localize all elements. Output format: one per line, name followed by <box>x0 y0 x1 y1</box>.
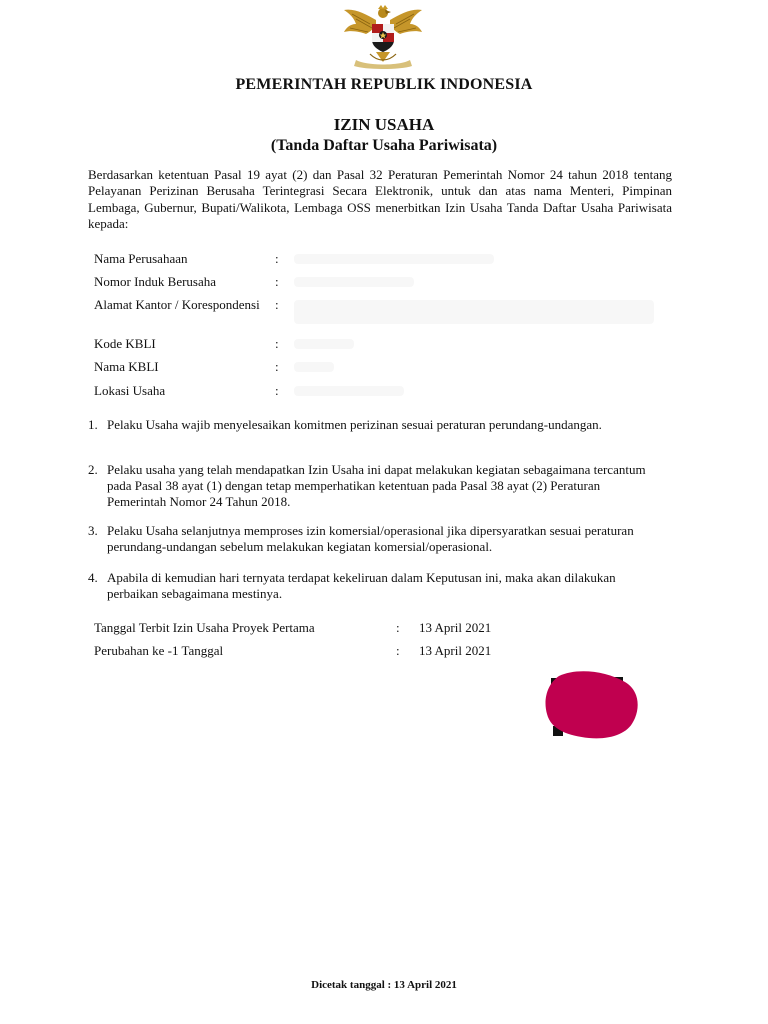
field-colon: : <box>275 297 279 312</box>
field-value-redacted <box>294 339 354 349</box>
list-item-text: Pelaku Usaha selanjutnya memproses izin komersial/operasional jika dipersyaratkan sesuai peraturan perundang-undangan sebelum melakukan kegiatan komersial/operasional. <box>107 523 634 554</box>
field-value-redacted <box>294 277 414 287</box>
list-item-number: 3. <box>88 523 98 538</box>
date-colon: : <box>396 643 400 658</box>
date-colon: : <box>396 620 400 635</box>
list-item-number: 1. <box>88 417 98 432</box>
government-title: PEMERINTAH REPUBLIK INDONESIA <box>235 76 533 93</box>
document-subtitle: (Tanda Daftar Usaha Pariwisata) <box>270 137 498 154</box>
field-label: Lokasi Usaha <box>94 383 166 398</box>
field-colon: : <box>275 336 279 351</box>
first-issue-label: Tanggal Terbit Izin Usaha Proyek Pertama <box>94 620 315 635</box>
field-label: Alamat Kantor / Korespondensi <box>94 297 260 312</box>
field-value-redacted <box>294 386 404 396</box>
print-date-footer: Dicetak tanggal : 13 April 2021 <box>311 979 457 991</box>
first-issue-value: 13 April 2021 <box>419 620 492 635</box>
field-label: Nomor Induk Berusaha <box>94 274 217 289</box>
list-item-text: Apabila di kemudian hari ternyata terdapat kekeliruan dalam Keputusan ini, maka akan dilakukan perbaikan sebagaimana mestinya. <box>107 570 616 601</box>
revision-value: 13 April 2021 <box>419 643 492 658</box>
field-colon: : <box>275 274 279 289</box>
list-item-number: 4. <box>88 570 98 585</box>
intro-paragraph: Berdasarkan ketentuan Pasal 19 ayat (2) dan Pasal 32 Peraturan Pemerintah Nomor 24 tahun 2018 tentang Pelayanan Perizinan Berusaha Terintegrasi Secara Elektronik, untuk dan atas nama Menteri, Pimpinan Lembaga, Gubernur, Bupati/Walikota, Lembaga OSS menerbitkan Izin Usaha Tanda Daftar Usaha Pariwisata kepada: <box>88 167 672 232</box>
list-item-text: Pelaku usaha yang telah mendapatkan Izin Usaha ini dapat melakukan kegiatan sebagaimana tercantum pada Pasal 38 ayat (1) dengan tetap memperhatikan ketentuan pada Pasal 38 ayat (2) Peraturan Pemerintah Nomor 24 Tahun 2018. <box>107 462 646 509</box>
field-colon: : <box>275 359 279 374</box>
field-label: Nama Perusahaan <box>94 251 188 266</box>
revision-date-row <box>94 643 614 661</box>
field-value-redacted <box>294 254 494 264</box>
field-value-redacted <box>294 300 654 324</box>
field-colon: : <box>275 383 279 398</box>
document-title: IZIN USAHA <box>333 115 435 134</box>
field-colon: : <box>275 251 279 266</box>
garuda-emblem-icon <box>340 4 426 70</box>
field-label: Kode KBLI <box>94 336 156 351</box>
redaction-scribble <box>546 671 638 738</box>
qr-code-redacted <box>545 668 641 742</box>
list-item-number: 2. <box>88 462 98 477</box>
revision-label: Perubahan ke -1 Tanggal <box>94 643 224 658</box>
field-value-redacted <box>294 362 334 372</box>
field-label: Nama KBLI <box>94 359 159 374</box>
first-issue-date-row <box>94 620 614 638</box>
list-item-text: Pelaku Usaha wajib menyelesaikan komitmen perizinan sesuai peraturan perundang-undangan. <box>107 417 602 432</box>
